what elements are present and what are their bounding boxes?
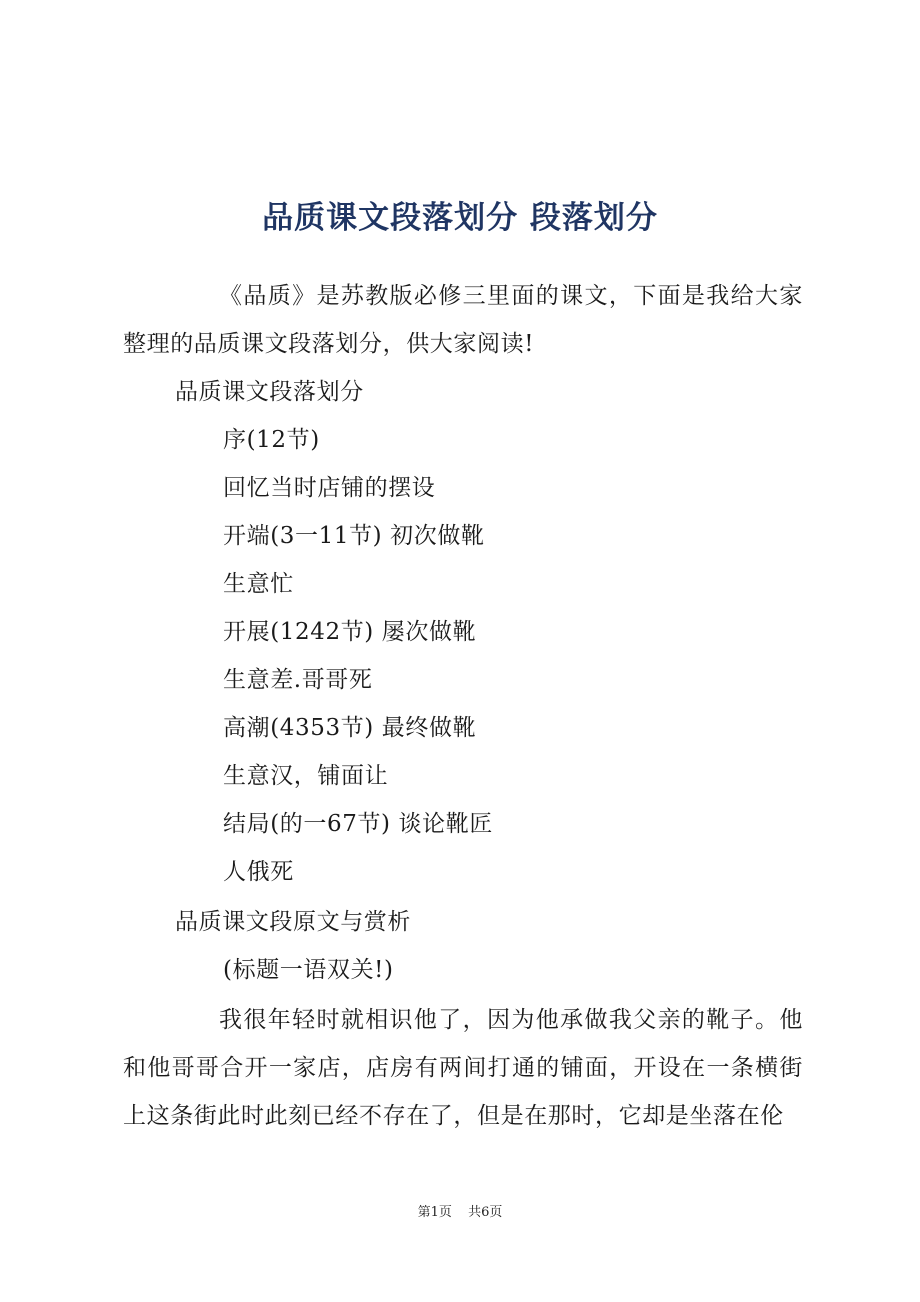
page-footer [0, 1203, 920, 1223]
outline-item: 序(12节) [223, 427, 320, 453]
page-total: 共6页 [468, 1205, 503, 1220]
outline-item: 人俄死 [223, 859, 294, 885]
outline-item: 结局(的一67节) 谈论靴匠 [223, 811, 493, 837]
outline-item: 回忆当时店铺的摆设 [223, 475, 436, 501]
outline-item: 高潮(4353节) 最终做靴 [223, 715, 477, 741]
outline-item: 开端(3一11节) 初次做靴 [223, 523, 485, 549]
outline-item: 开展(1242节) 屡次做靴 [223, 619, 477, 645]
intro-paragraph: 《品质》是苏教版必修三里面的课文，下面是我给大家整理的品质课文段落划分，供大家阅读! [123, 283, 803, 357]
section-heading-text-analysis: 品质课文段原文与赏析 [175, 909, 411, 935]
section-heading-division: 品质课文段落划分 [175, 379, 364, 405]
document-title: 品质课文段落划分 段落划分 [262, 200, 658, 236]
body-paragraph: 我很年轻时就相识他了，因为他承做我父亲的靴子。他和他哥哥合开一家店，店房有两间打通的铺面，开设在一条横街上这条街此时此刻已经不存在了，但是在那时，它却是坐落在伦 [123, 1007, 803, 1129]
title-note: (标题一语双关!) [223, 957, 394, 983]
outline-item: 生意差.哥哥死 [223, 667, 373, 693]
outline-item: 生意汉，铺面让 [223, 763, 389, 789]
outline-item: 生意忙 [223, 571, 294, 597]
page-number: 第1页 [417, 1205, 452, 1220]
